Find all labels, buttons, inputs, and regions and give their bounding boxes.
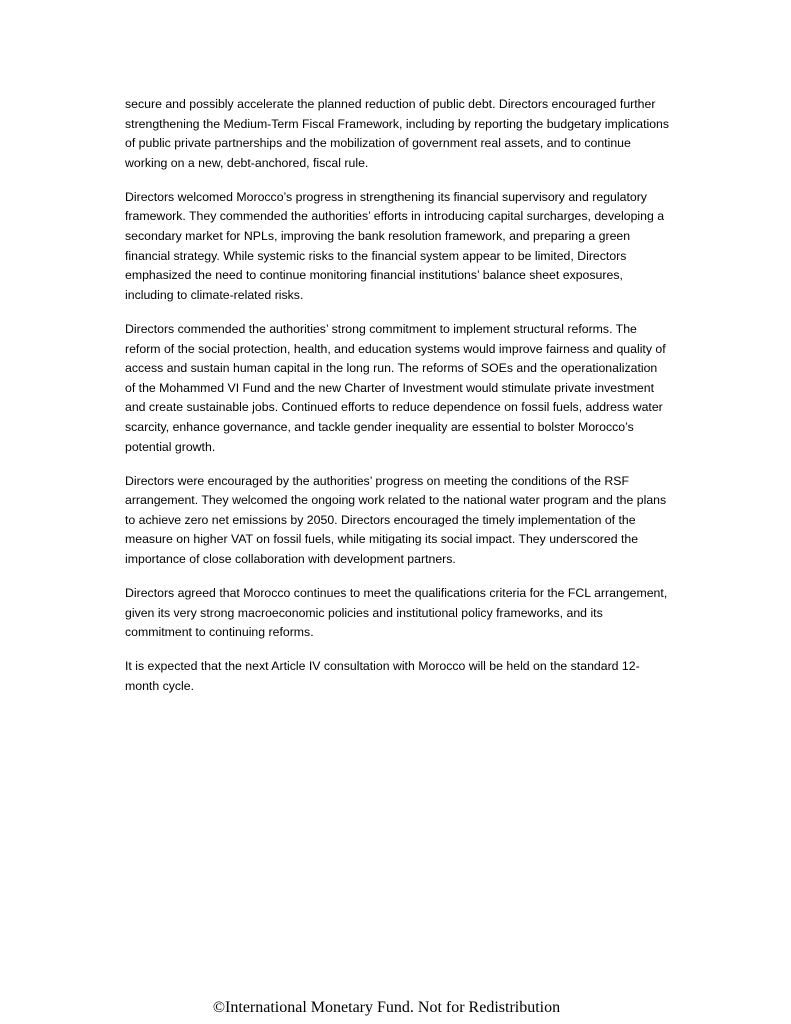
paragraph-structural-reforms: Directors commended the authorities’ strong commitment to implement structural reforms. The reform of the social protection, health, and education systems would improve fairness and quality of access and sustain human capital in the long run. The reforms of SOEs and the operationalization of the Mohammed VI Fund and the new Charter of Investment would stimulate private investment and create sustainable jobs. Continued efforts to reduce dependence on fossil fuels, address water scarcity, enhance governance, and tackle gender inequality are essential to bolster Morocco’s potential growth.: [125, 321, 666, 454]
paragraph-fcl-arrangement: Directors agreed that Morocco continues to meet the qualifications criteria for the FCL arrangement, given its very strong macroeconomic policies and institutional policy frameworks, and its commitment to continuing reforms.: [125, 586, 668, 640]
paragraph-public-debt: secure and possibly accelerate the planned reduction of public debt. Directors encouraged further strengthening the Medium-Term Fiscal Framework, including by reporting the budgetary implications of public private partnerships and the mobilization of government real assets, and to continue working on a new, debt-anchored, fiscal rule.: [125, 97, 670, 170]
copyright-footer: ©International Monetary Fund. Not for Redistribution: [212, 999, 561, 1016]
paragraph-rsf-arrangement: Directors were encouraged by the authorities’ progress on meeting the conditions of the RSF arrangement. They welcomed the ongoing work related to the national water program and the plans to achieve zero net emissions by 2050. Directors encouraged the timely implementation of the measure on higher VAT on fossil fuels, while mitigating its social impact. They underscored the importance of close collaboration with development partners.: [125, 473, 667, 566]
document-body: [125, 95, 670, 711]
paragraph-article-iv: It is expected that the next Article IV consultation with Morocco will be held on the standard 12-month cycle.: [125, 659, 640, 693]
paragraph-financial-supervision: Directors welcomed Morocco’s progress in strengthening its financial supervisory and regulatory framework. They commended the authorities’ efforts in introducing capital surcharges, developing a secondary market for NPLs, improving the bank resolution framework, and preparing a green financial strategy. While systemic risks to the financial system appear to be limited, Directors emphasized the need to continue monitoring financial institutions’ balance sheet exposures, including to climate-related risks.: [125, 189, 665, 302]
